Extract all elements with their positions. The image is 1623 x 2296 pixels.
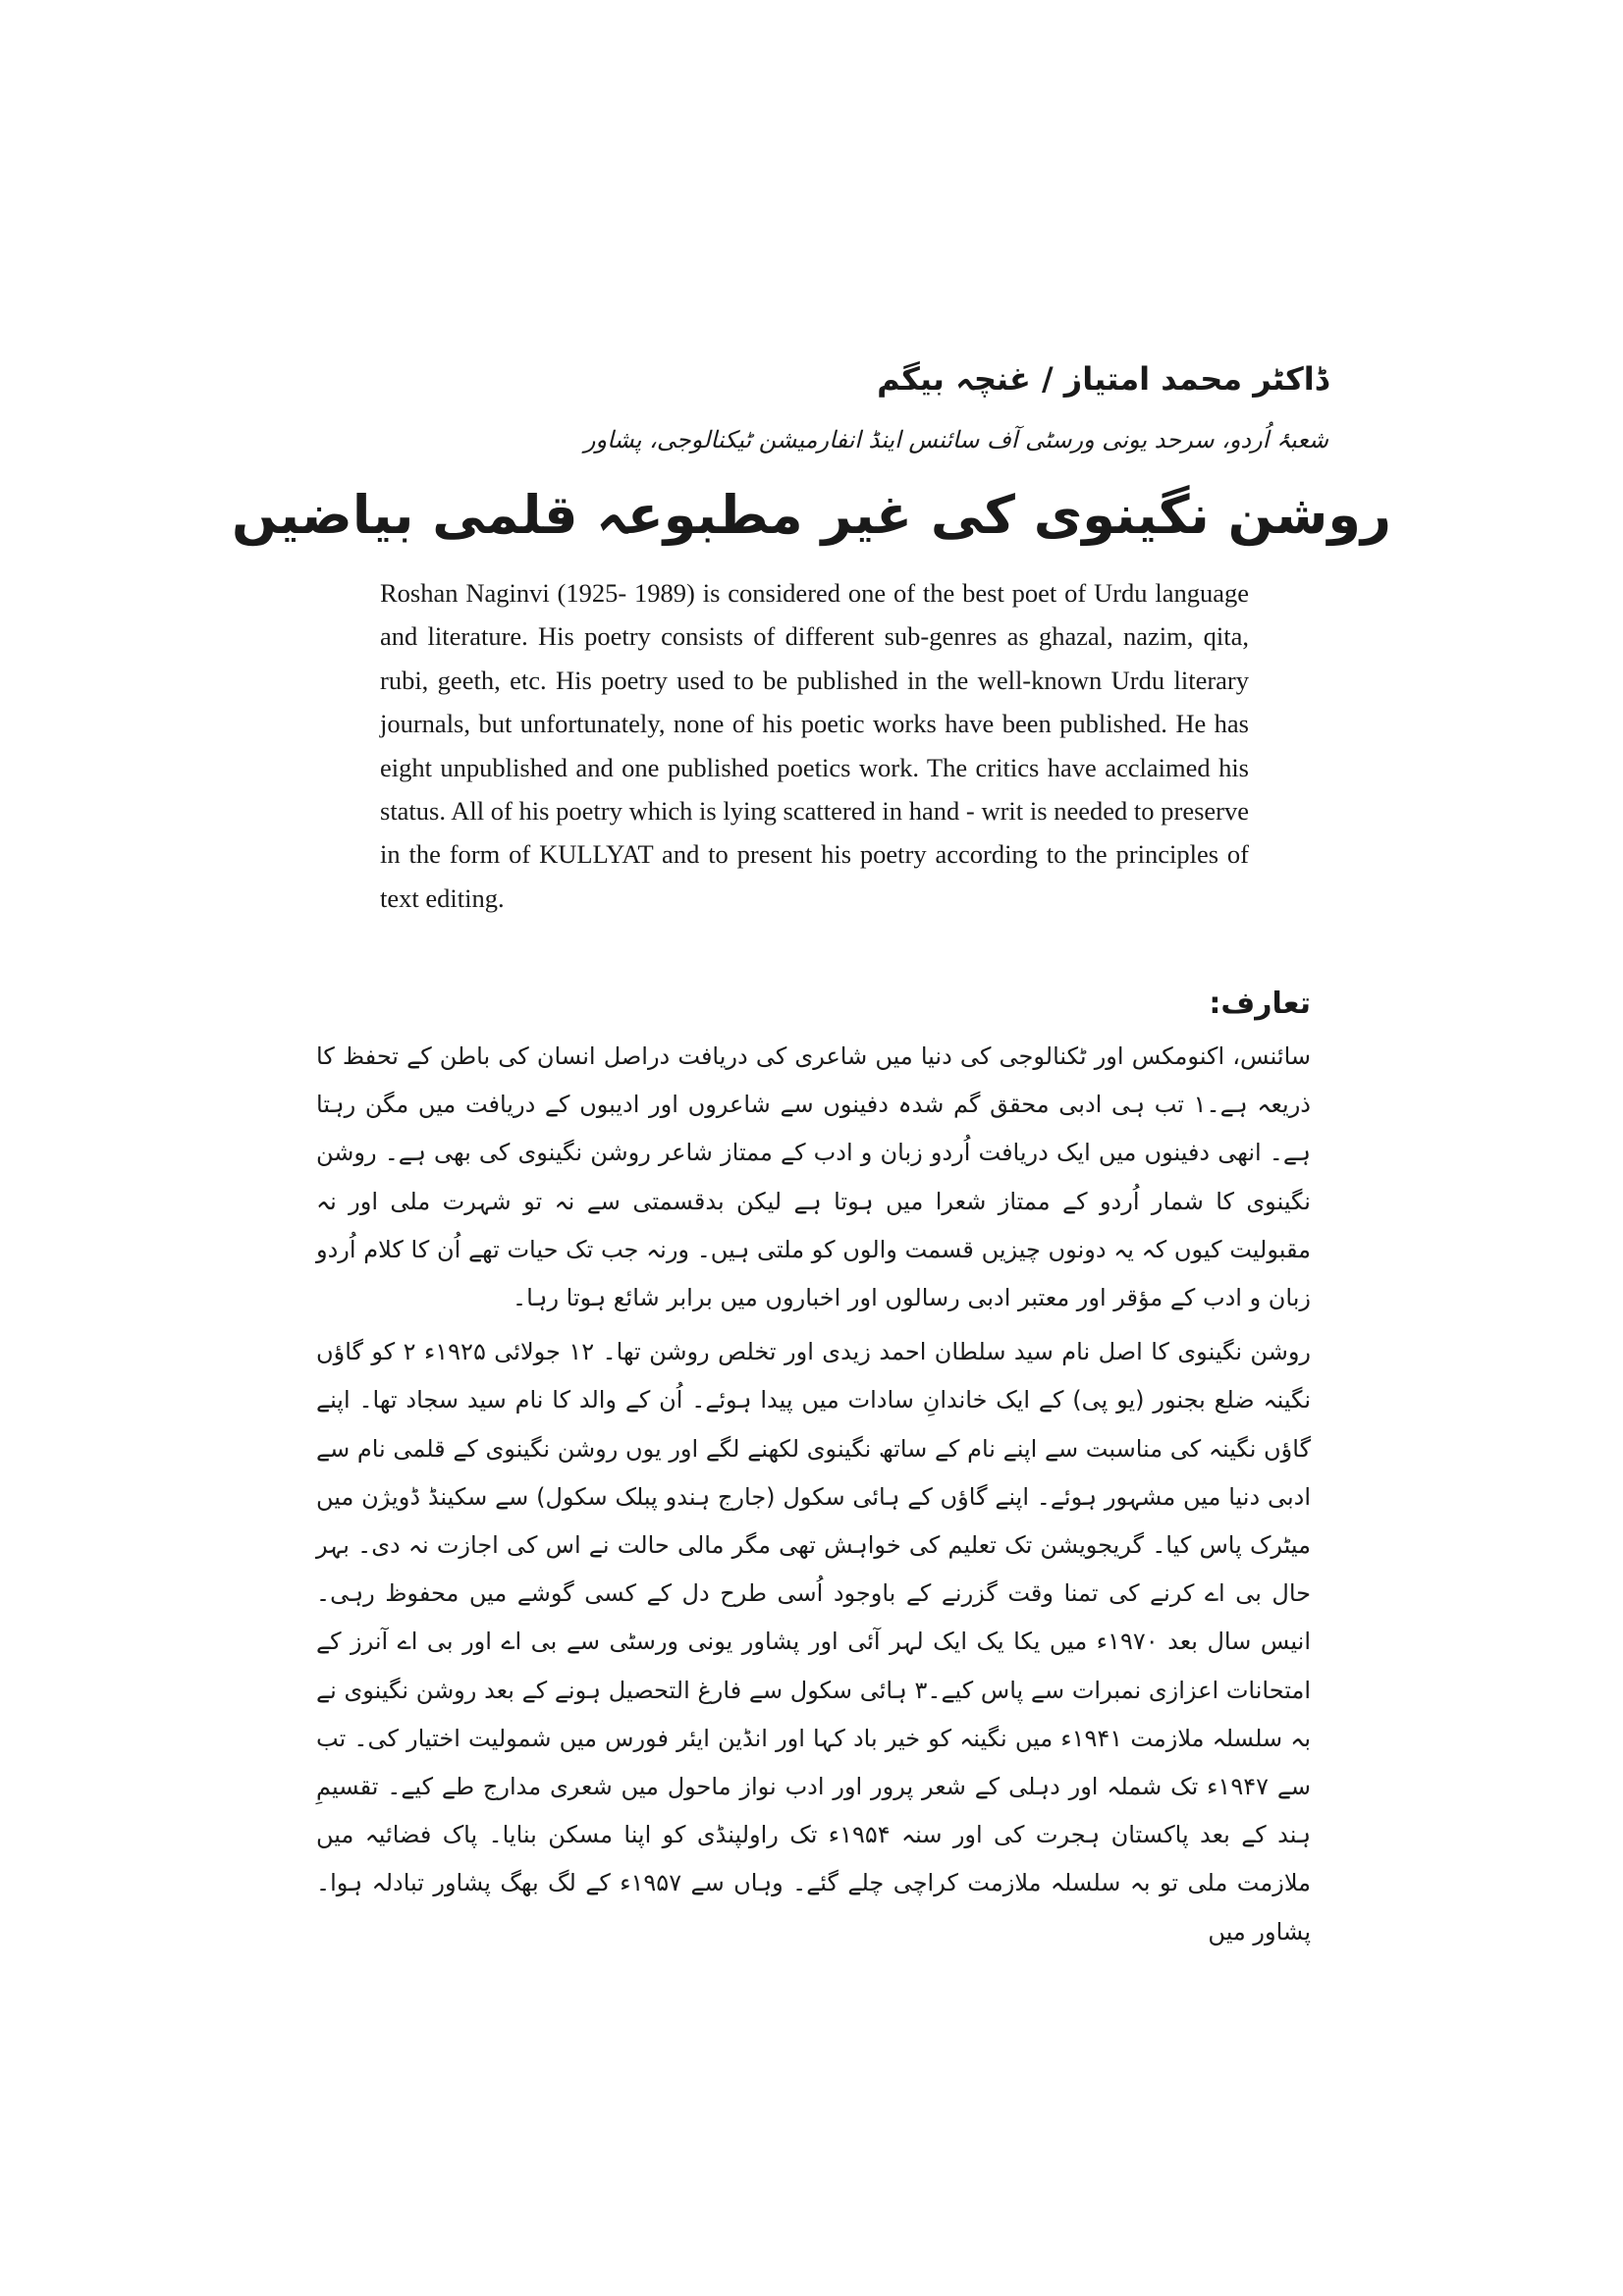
body-text [316, 1033, 1311, 1956]
paragraph: سائنس، اکنومکس اور ٹکنالوجی کی دنیا میں شاعری کی دریافت دراصل انسان کی باطن کے تحفظ کا ذریعہ ہے۔۱ تب ہی ادبی محقق گم شدہ دفینوں سے شاعروں اور ادیبوں کے دریافت میں مگن رہتا ہے۔ انھی دفینوں میں ایک دریافت اُردو زبان و ادب کے ممتاز شاعر روشن نگینوی کی بھی ہے۔ روشن نگینوی کا شمار اُردو کے ممتاز شعرا میں ہوتا ہے لیکن بدقسمتی سے نہ تو شہرت ملی اور نہ مقبولیت کیوں کہ یہ دونوں چیزیں قسمت والوں کو ملتی ہیں۔ ورنہ جب تک حیات تھے اُن کا کلام اُردو زبان و ادب کے مؤقر اور معتبر ادبی رسالوں اور اخباروں میں برابر شائع ہوتا رہا۔ [316, 1042, 1311, 1312]
paragraph: روشن نگینوی کا اصل نام سید سلطان احمد زیدی اور تخلص روشن تھا۔ ۱۲ جولائی ۱۹۲۵ء ۲ کو گاؤں نگینہ ضلع بجنور (یو پی) کے ایک خاندانِ سادات میں پیدا ہوئے۔ اُن کے والد کا نام سید سجاد تھا۔ اپنے گاؤں نگینہ کی مناسبت سے اپنے نام کے ساتھ نگینوی لکھنے لگے اور یوں روشن نگینوی کے قلمی نام سے ادبی دنیا میں مشہور ہوئے۔ اپنے گاؤں کے ہائی سکول (جارج ہندو پبلک سکول) سے سکینڈ ڈویژن میں میٹرک پاس کیا۔ گریجویشن تک تعلیم کی خواہش تھی مگر مالی حالت نے اس کی اجازت نہ دی۔ بہر حال بی اے کرنے کی تمنا وقت گزرنے کے باوجود اُسی طرح دل کے کسی گوشے میں محفوظ رہی۔ انیس سال بعد ۱۹۷۰ء میں یکا یک ایک لہر آئی اور پشاور یونی ورسٹی سے بی اے اور بی اے آنرز کے امتحانات اعزازی نمبرات سے پاس کیے۔۳ ہائی سکول سے فارغ التحصیل ہونے کے بعد روشن نگینوی نے بہ سلسلہ ملازمت ۱۹۴۱ء میں نگینہ کو خیر باد کہا اور انڈین ایئر فورس میں شمولیت اختیار کی۔ تب سے ۱۹۴۷ء تک شملہ اور دہلی کے شعر پرور اور ادب نواز ماحول میں شعری مدارج طے کیے۔ تقسیمِ ہند کے بعد پاکستان ہجرت کی اور سنہ ۱۹۵۴ء تک راولپنڈی کو اپنا مسکن بنایا۔ پاک فضائیہ میں ملازمت ملی تو بہ سلسلہ ملازمت کراچی چلے گئے۔ وہاں سے ۱۹۵۷ء کے لگ بھگ پشاور تبادلہ ہوا۔ پشاور میں [316, 1338, 1312, 1946]
english-abstract: Roshan Naginvi (1925- 1989) is considered one of the best poet of Urdu language and literature. His poetry consists of different sub-genres as ghazal, nazim, qita, rubi, geeth, etc. His poetry used to be published in the well-known Urdu literary journals, but unfortunately, none of his poetic works have been published. He has eight unpublished and one published poetics work. The critics have acclaimed his status. All of his poetry which is lying scattered in hand - writ is needed to preserve in the form of KULLYAT and to present his poetry according to the principles of text editing. [380, 578, 1249, 913]
intro-heading: تعارف: [1209, 987, 1311, 1021]
article-title: روشن نگینوی کی غیر مطبوعہ قلمی بیاضیں [232, 484, 1391, 546]
authors-line: ڈاکٹر محمد امتیاز / غنچہ بیگم [877, 360, 1328, 398]
affiliation-line: شعبۂ اُردو، سرحد یونی ورسٹی آف سائنس اینڈ انفارمیشن ٹیکنالوجی، پشاور [583, 426, 1328, 454]
